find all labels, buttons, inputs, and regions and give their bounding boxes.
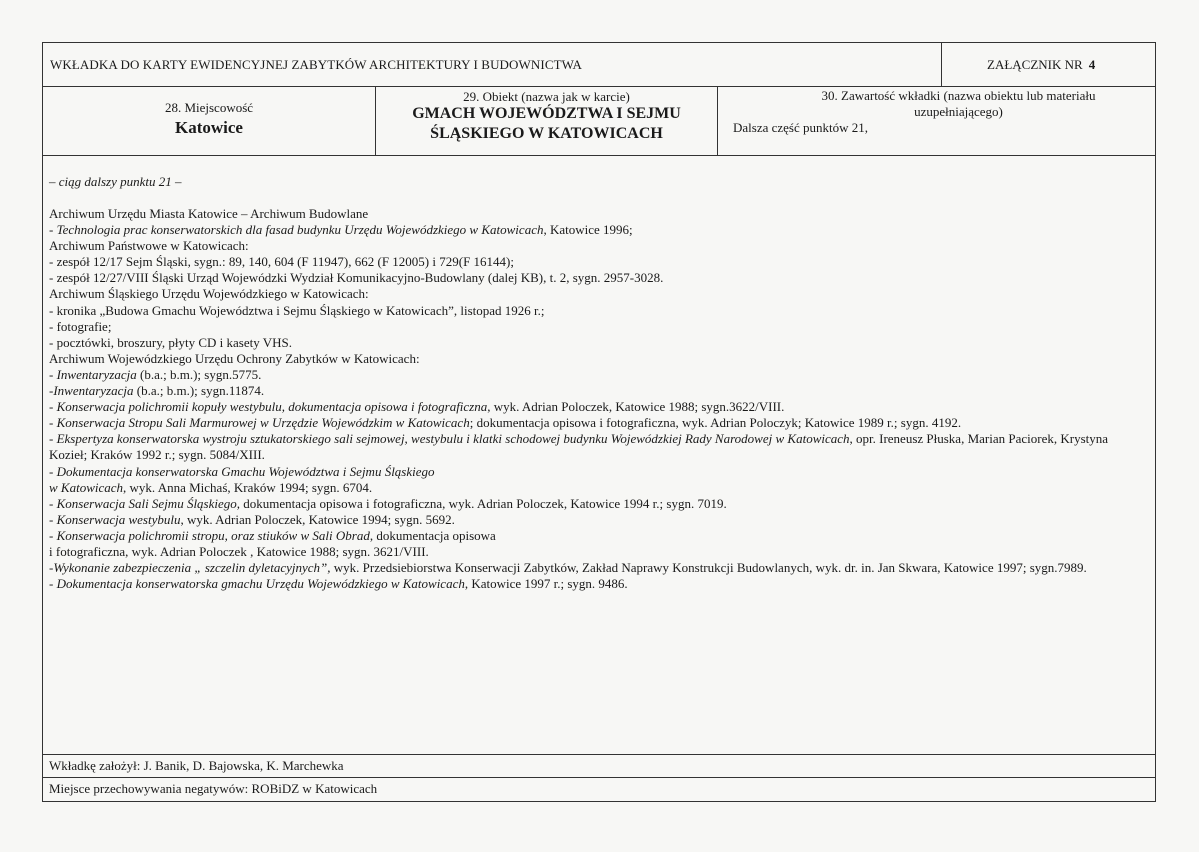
annex-label xyxy=(987,57,1095,73)
place-label: 28. Miejscowość xyxy=(164,100,254,115)
source-line-prefix: - xyxy=(49,399,57,415)
source-line xyxy=(49,286,1141,302)
source-line xyxy=(49,238,1141,254)
object-value xyxy=(386,104,707,144)
source-line-title: Konserwacja polichromii stropu, oraz stiuków w Sali Obrad xyxy=(56,527,370,543)
source-line-text: , dokumentacja opisowa xyxy=(369,527,496,543)
source-line-text: (b.a.; b.m.); sygn.11874. xyxy=(133,383,265,399)
source-line-text: Archiwum Państwowe w Katowicach: xyxy=(49,238,249,254)
source-line-text: wyk. Przedsiebiorstwa Konserwacji Zabytków, Zakład Naprawy Konstrukcji Budowlanych, wyk. dr. in. Jan Skwara, Katowice 1997; sygn.7989. xyxy=(330,560,1087,576)
source-line xyxy=(49,480,1141,496)
source-line-text: Archiwum Urzędu Miasta Katowice – Archiwum Budowlane xyxy=(49,206,369,221)
source-line-title: Konserwacja Stropu Sali Marmurowej w Urzędzie Wojewódzkim w Katowicach xyxy=(56,415,470,431)
source-line-title: Dokumentacja konserwatorska Gmachu Województwa i Sejmu Śląskiego xyxy=(56,463,435,479)
source-line xyxy=(49,222,1141,238)
source-line-text: - fotografie; xyxy=(49,318,112,334)
source-line xyxy=(49,464,1141,480)
record-card-insert xyxy=(42,42,1156,802)
source-line-title: Technologia prac konserwatorskich dla fasad budynku Urzędu Wojewódzkiego w Katowicach xyxy=(56,222,544,238)
content-value: Dalsza część punktów 21, xyxy=(733,120,869,135)
fields-row xyxy=(43,87,1155,156)
source-line xyxy=(49,496,1141,512)
source-line-text: (b.a.; b.m.); sygn.5775. xyxy=(136,366,262,382)
source-line xyxy=(49,528,1141,544)
source-line xyxy=(49,254,1141,270)
source-line-title: Dokumentacja konserwatorska gmachu Urzędu Wojewódzkiego w Katowicach xyxy=(56,576,465,592)
source-line xyxy=(49,303,1141,319)
source-line xyxy=(49,206,1141,222)
source-line-prefix: - xyxy=(49,431,57,447)
place-value: Katowice xyxy=(175,118,243,137)
header-row xyxy=(43,43,1155,87)
source-line-prefix: - xyxy=(49,560,54,576)
source-line-text: dokumentacja opisowa i fotograficzna, wyk. Adrian Poloczek, Katowice 1994 r.; sygn. 7019. xyxy=(240,495,727,511)
place-cell xyxy=(43,87,376,155)
source-line-prefix: - xyxy=(49,383,54,399)
sources-list xyxy=(49,206,1141,592)
header-divider xyxy=(941,43,942,86)
source-line-title: Wykonanie zabezpieczenia „ szczelin dyletacyjnych”, xyxy=(53,560,331,576)
source-line xyxy=(49,512,1141,528)
annex-label-text: ZAŁĄCZNIK NR xyxy=(987,57,1083,72)
source-line-text: - zespół 12/17 Sejm Śląski, sygn.: 89, 140, 604 (F 11947), 662 (F 12005) i 729(F 16144); xyxy=(49,254,514,270)
source-line-title: Konserwacja polichromii kopuły westybulu, dokumentacja opisowa i fotograficzna xyxy=(56,399,488,415)
continuation-note: – ciąg dalszy punktu 21 – xyxy=(49,174,182,189)
source-line-prefix: - xyxy=(49,366,57,382)
source-line xyxy=(49,351,1141,367)
source-line xyxy=(49,335,1141,351)
founded-by: Wkładkę założył: J. Banik, D. Bajowska, K. Marchewka xyxy=(49,758,344,773)
source-line-prefix: - xyxy=(49,495,57,511)
form-title: WKŁADKA DO KARTY EWIDENCYJNEJ ZABYTKÓW ARCHITEKTURY I BUDOWNICTWA xyxy=(50,57,583,72)
source-line-text: , wyk. Adrian Poloczek, Katowice 1988; sygn.3622/VIII. xyxy=(487,399,785,415)
object-cell xyxy=(376,87,718,155)
source-line-title: Konserwacja Sali Sejmu Śląskiego, xyxy=(56,495,241,511)
object-value-line2: ŚLĄSKIEGO W KATOWICACH xyxy=(430,125,663,142)
source-line-title: Ekspertyza konserwatorska wystroju sztukatorskiego sali sejmowej, westybulu i klatki schodowej budynku Wojewódzkiej Rady Narodowej w Katowicach xyxy=(56,431,850,447)
source-line-prefix: - xyxy=(49,511,57,527)
negatives-storage: Miejsce przechowywania negatywów: ROBiDZ w Katowicach xyxy=(49,781,378,796)
source-line xyxy=(49,270,1141,286)
source-line-title: w Katowicach xyxy=(49,479,124,495)
source-line xyxy=(49,544,1141,560)
source-line-text: , Katowice 1997 r.; sygn. 9486. xyxy=(464,576,628,592)
source-line-text: , wyk. Anna Michaś, Kraków 1994; sygn. 6704. xyxy=(123,479,373,495)
source-line-title: Konserwacja westybulu xyxy=(56,511,181,527)
source-line xyxy=(49,383,1141,399)
source-line-text: Archiwum Śląskiego Urzędu Wojewódzkiego w Katowicach: xyxy=(49,286,369,302)
source-line-text: , wyk. Adrian Poloczek, Katowice 1994; sygn. 5692. xyxy=(180,511,455,527)
source-line xyxy=(49,367,1141,383)
content-label: 30. Zawartość wkładki (nazwa obiektu lub materiału uzupełniającego) xyxy=(821,88,1096,119)
source-line-title: Inwentaryzacja xyxy=(56,366,137,382)
footer-founded-row xyxy=(43,755,1155,778)
footer-storage-row xyxy=(43,778,1155,801)
content-cell xyxy=(718,87,1155,155)
source-line-prefix: - xyxy=(49,527,57,543)
source-line-prefix: - xyxy=(49,463,57,479)
source-line-text: - kronika „Budowa Gmachu Województwa i Sejmu Śląskiego w Katowicach”, listopad 1926 r.; xyxy=(49,302,545,318)
source-line xyxy=(49,431,1141,463)
source-line xyxy=(49,399,1141,415)
source-line xyxy=(49,415,1141,431)
source-line-text: Archiwum Wojewódzkiego Urzędu Ochrony Zabytków w Katowicach: xyxy=(49,350,420,366)
source-line xyxy=(49,560,1141,576)
object-value-line1: GMACH WOJEWÓDZTWA I SEJMU xyxy=(412,105,681,122)
source-line xyxy=(49,319,1141,335)
source-line-text: - zespół 12/27/VIII Śląski Urząd Wojewódzki Wydział Komunikacyjno-Budowlany (dalej KB), t. 2, sygn. 2957-3028. xyxy=(49,270,664,286)
source-line-title: Inwentaryzacja xyxy=(53,383,134,399)
source-line-text: - pocztówki, broszury, płyty CD i kasety VHS. xyxy=(49,334,293,350)
source-line-prefix: - xyxy=(49,415,57,431)
source-line xyxy=(49,576,1141,592)
source-line-text: i fotograficzna, wyk. Adrian Poloczek , Katowice 1988; sygn. 3621/VIII. xyxy=(49,543,429,559)
body-section xyxy=(43,156,1155,755)
source-line-prefix: - xyxy=(49,222,57,238)
source-line-text: , Katowice 1996; xyxy=(543,222,633,238)
annex-number: 4 xyxy=(1088,57,1096,72)
object-label: 29. Obiekt (nazwa jak w karcie) xyxy=(463,89,630,104)
source-line-text: ; dokumentacja opisowa i fotograficzna, wyk. Adrian Poloczyk; Katowice 1989 r.; sygn. 4192. xyxy=(469,415,962,431)
source-line-prefix: - xyxy=(49,576,57,592)
source-line-text: , opr. Ireneusz Płuska, Marian Paciorek, Krystyna Kozieł; Kraków 1992 r.; sygn. 5084/XIII. xyxy=(49,431,1109,463)
